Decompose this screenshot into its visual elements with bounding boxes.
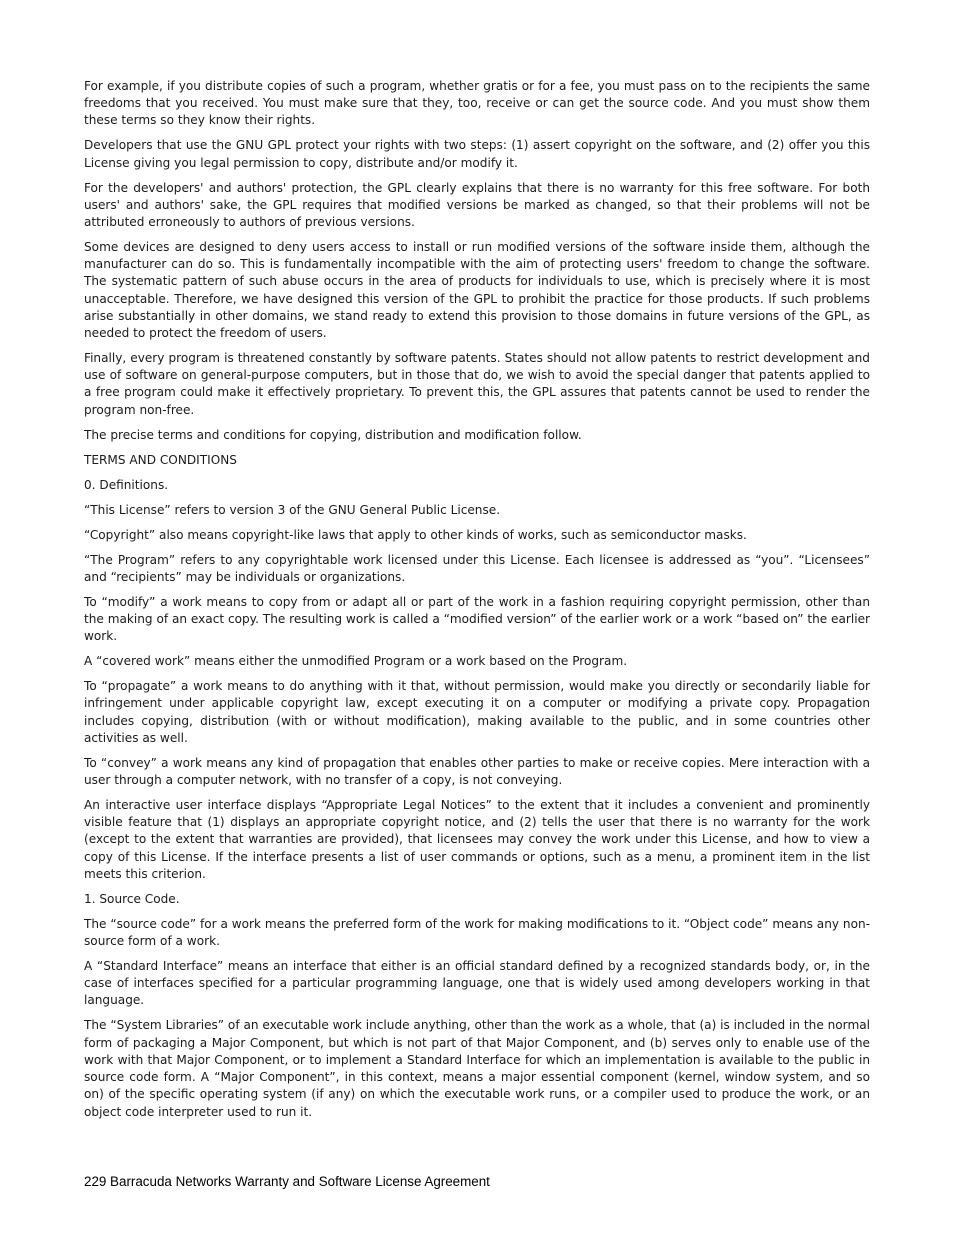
paragraph-standard-interface: A “Standard Interface” means an interface that either is an official standard defined by a recognized standards body, or, in the case of interfaces specified for a particular programming language, one that is widely used among developers working in that language. [84,959,870,1008]
paragraph-this-license: “This License” refers to version 3 of the GNU General Public License. [84,502,501,517]
paragraph-propagate: To “propagate” a work means to do anything with it that, without permission, would make you directly or secondarily liable for infringement under applicable copyright law, except executing it on a computer or modifying a private copy. Propagation includes copying, distribution (with or without modification), making available to the public, and in some countries other activities as well. [84,679,870,745]
paragraph-software-patents: Finally, every program is threatened constantly by software patents. States should not allow patents to restrict development and use of software on general-purpose computers, but in those that do, we wish to avoid the special danger that patents applied to a free program could make it effectively proprietary. To prevent this, the GPL assures that patents cannot be used to render the program non-free. [84,351,870,417]
paragraph-source-code: The “source code” for a work means the preferred form of the work for making modifications to it. “Object code” means any non-source form of a work. [84,916,870,949]
section-heading-definitions: 0. Definitions. [84,477,169,492]
section-heading-terms-and-conditions: TERMS AND CONDITIONS [84,452,237,467]
page-footer: 229 Barracuda Networks Warranty and Software License Agreement [84,1174,490,1189]
paragraph-convey: To “convey” a work means any kind of propagation that enables other parties to make or receive copies. Mere interaction with a user through a computer network, with no transfer of a copy, is not conveying. [84,755,870,788]
paragraph-devices: Some devices are designed to deny users access to install or run modified versions of the software inside them, although the manufacturer can do so. This is fundamentally incompatible with the aim of protecting users' freedom to change the software. The systematic pattern of such abuse occurs in the area of products for individuals to use, which is precisely where it is most unacceptable. Therefore, we have designed this version of the GPL to prohibit the practice for those products. If such problems arise substantially in other domains, we stand ready to extend this provision to those domains in future versions of the GPL, as needed to protect the freedom of users. [84,240,870,341]
paragraph-modify: To “modify” a work means to copy from or adapt all or part of the work in a fashion requiring copyright permission, other than the making of an exact copy. The resulting work is called a “modified version” of the earlier work or a work “based on” the earlier work. [84,594,870,644]
paragraph-system-libraries: The “System Libraries” of an executable work include anything, other than the work as a whole, that (a) is included in the normal form of packaging a Major Component, but which is not part of that Major Component, and (b) serves only to enable use of the work with that Major Component, or to implement a Standard Interface for which an implementation is available to the public in source code form. A “Major Component”, in this context, means a major essential component (kernel, window system, and so on) of the specific operating system (if any) on which the executable work runs, or a compiler used to produce the work, or an object code interpreter used to run it. [84,1018,870,1119]
section-heading-source-code: 1. Source Code. [84,891,180,906]
paragraph-distribute-copies: For example, if you distribute copies of such a program, whether gratis or for a fee, you must pass on to the recipients the same freedoms that you received. You must make sure that they, too, receive or can get the source code. And you must show them these terms so they know their rights. [84,79,870,128]
paragraph-the-program: “The Program” refers to any copyrightable work licensed under this License. Each licensee is addressed as “you”. “Licensees” and “recipients” may be individuals or organizations. [84,552,870,584]
paragraph-legal-notices: An interactive user interface displays “Appropriate Legal Notices” to the extent that it includes a convenient and prominently visible feature that (1) displays an appropriate copyright notice, and (2) tells the user that there is no warranty for the work (except to the extent that warranties are provided), that licensees may convey the work under this License, and how to view a copy of this License. If the interface presents a list of user commands or options, such as a menu, a prominent item in the list meets this criterion. [84,798,870,881]
paragraph-terms-follow: The precise terms and conditions for copying, distribution and modification follow. [84,427,582,442]
paragraph-two-steps: Developers that use the GNU GPL protect your rights with two steps: (1) assert copyright on the software, and (2) offer you this License giving you legal permission to copy, distribute and/or modify it. [84,138,870,170]
paragraph-covered-work: A “covered work” means either the unmodified Program or a work based on the Program. [84,654,628,669]
paragraph-copyright: “Copyright” also means copyright-like laws that apply to other kinds of works, such as semiconductor masks. [84,527,747,542]
paragraph-no-warranty: For the developers' and authors' protection, the GPL clearly explains that there is no warranty for this free software. For both users' and authors' sake, the GPL requires that modified versions be marked as changed, so that their problems will not be attributed erroneously to authors of previous versions. [84,180,870,230]
document-body [84,78,870,1129]
